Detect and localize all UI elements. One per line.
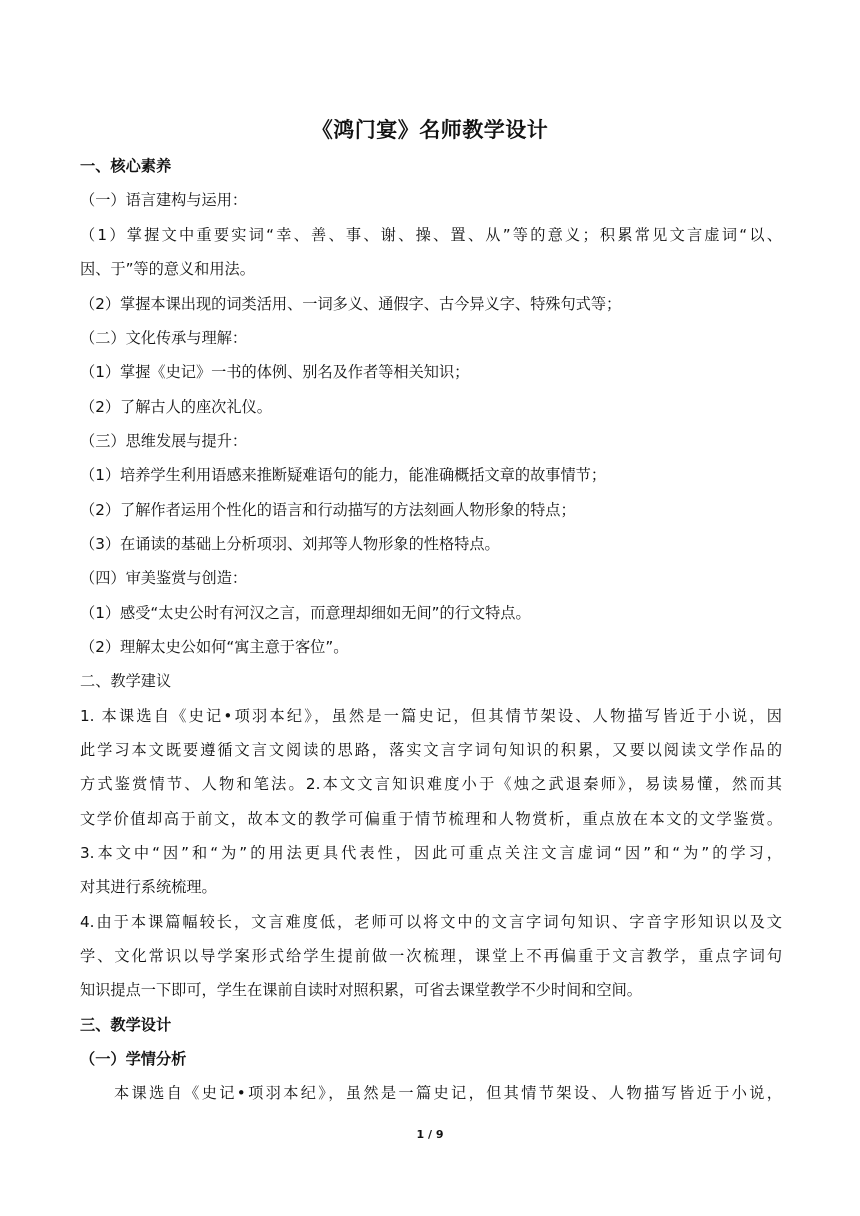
paragraph-line: （2）了解古人的座次礼仪。 xyxy=(80,398,272,416)
subheading-culture: （二）文化传承与理解： xyxy=(80,329,248,347)
paragraph-line: （3）在诵读的基础上分析项羽、刘邦等人物形象的性格特点。 xyxy=(80,535,500,553)
paragraph-line: （1）感受“太史公时有河汉之言，而意理却细如无间”的行文特点。 xyxy=(80,604,531,622)
paragraph-line: 对其进行系统梳理。 xyxy=(80,878,217,896)
paragraph-line: （2）了解作者运用个性化的语言和行动描写的方法刻画人物形象的特点； xyxy=(80,501,576,519)
document-title: 《鸿门宴》名师教学设计 xyxy=(311,118,549,142)
heading-teaching-suggestions: 二、教学建议 xyxy=(80,672,172,690)
page-number: 1 / 9 xyxy=(416,1128,444,1141)
paragraph-line: 本课选自《史记•项羽本纪》，虽然是一篇史记，但其情节架设、人物描写皆近于小说， xyxy=(114,1084,782,1102)
paragraph-line: （2）掌握本课出现的词类活用、一词多义、通假字、古今异义字、特殊句式等； xyxy=(80,295,622,313)
heading-teaching-design: 三、教学设计 xyxy=(80,1016,172,1034)
paragraph-line: 4.由于本课篇幅较长，文言难度低，老师可以将文中的文言字词句知识、字音字形知识以及文 xyxy=(80,913,782,931)
subheading-thinking: （三）思维发展与提升： xyxy=(80,432,248,450)
paragraph-line: 1. 本课选自《史记•项羽本纪》，虽然是一篇史记，但其情节架设、人物描写皆近于小说，因 xyxy=(80,707,782,725)
paragraph-line: 此学习本文既要遵循文言文阅读的思路，落实文言字词句知识的积累，又要以阅读文学作品的 xyxy=(80,741,782,759)
paragraph-line: （1）培养学生利用语感来推断疑难语句的能力，能准确概括文章的故事情节； xyxy=(80,466,607,484)
paragraph-line: （2）理解太史公如何“寓主意于客位”。 xyxy=(80,638,349,656)
paragraph-line: 知识提点一下即可，学生在课前自读时对照积累，可省去课堂教学不少时间和空间。 xyxy=(80,981,642,999)
paragraph-line: 3.本文中“因”和“为”的用法更具代表性，因此可重点关注文言虚词“因”和“为”的学习， xyxy=(80,844,782,862)
subheading-aesthetics: （四）审美鉴赏与创造： xyxy=(80,569,248,587)
subheading-learning-analysis: （一）学情分析 xyxy=(80,1050,187,1068)
paragraph-line: 学、文化常识以导学案形式给学生提前做一次梳理，课堂上不再偏重于文言教学，重点字词句 xyxy=(80,947,782,965)
paragraph-line: 因、于”等的意义和用法。 xyxy=(80,260,255,278)
subheading-language: （一）语言建构与运用： xyxy=(80,191,248,209)
heading-core-literacy: 一、核心素养 xyxy=(80,157,172,175)
paragraph-line: 文学价值却高于前文，故本文的教学可偏重于情节梳理和人物赏析，重点放在本文的文学鉴赏。 xyxy=(80,810,782,828)
paragraph-line: （1）掌握《史记》一书的体例、别名及作者等相关知识； xyxy=(80,363,470,381)
paragraph-line: （1）掌握文中重要实词“幸、善、事、谢、操、置、从”等的意义；积累常见文言虚词“以、 xyxy=(80,226,782,244)
paragraph-line: 方式鉴赏情节、人物和笔法。2.本文文言知识难度小于《烛之武退秦师》，易读易懂，然而其 xyxy=(80,775,782,793)
